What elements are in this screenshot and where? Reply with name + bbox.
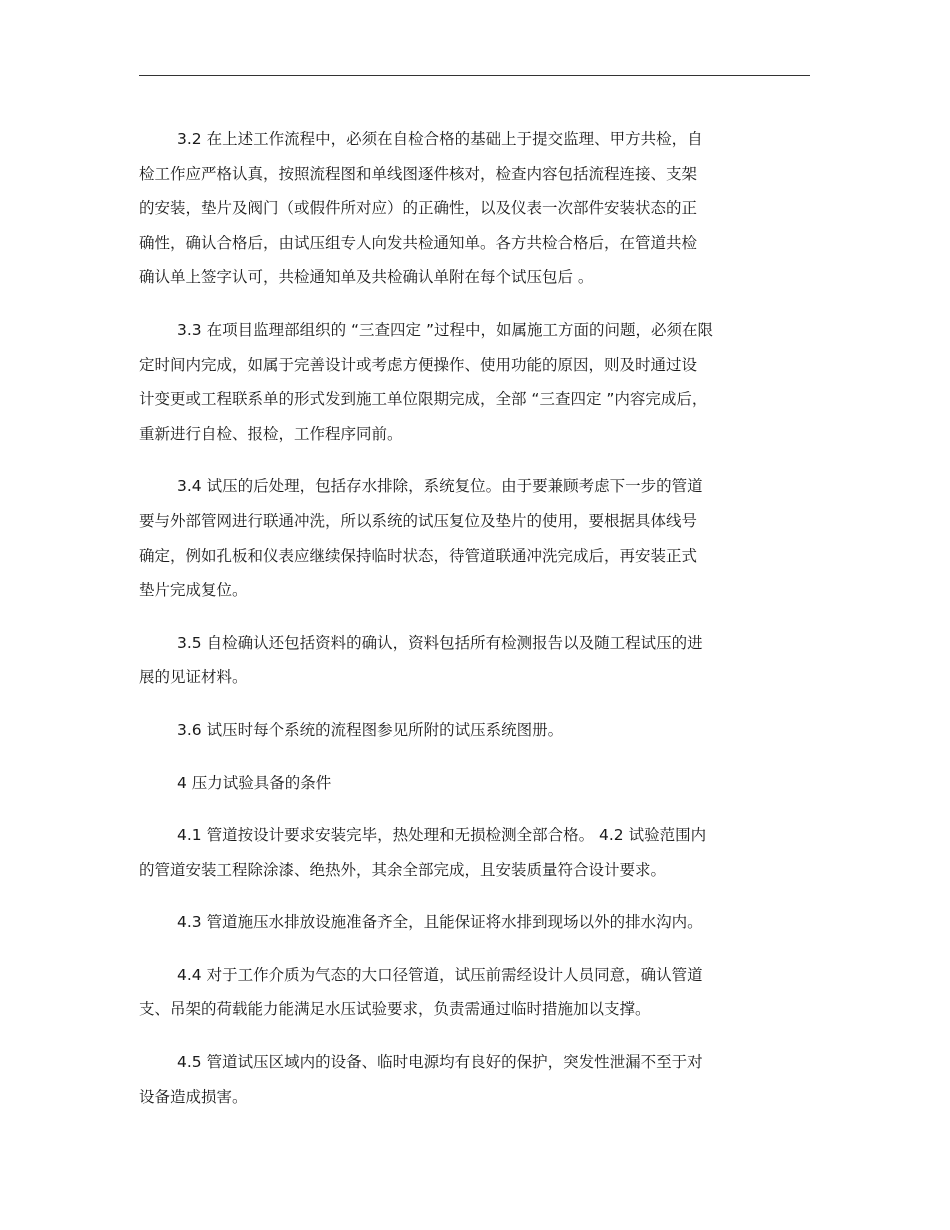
- paragraph-line: 4.3 管道施压水排放设施准备齐全，且能保证将水排到现场以外的排水沟内。: [177, 913, 703, 932]
- paragraph-line: 4.5 管道试压区域内的设备、临时电源均有良好的保护，突发性泄漏不至于对: [177, 1053, 703, 1072]
- paragraph-line: 要与外部管网进行联通冲洗，所以系统的试压复位及垫片的使用，要根据具体线号: [139, 511, 698, 530]
- paragraph-line: 确定，例如孔板和仪表应继续保持临时状态，待管道联通冲洗完成后，再安装正式: [139, 546, 698, 565]
- paragraph-line: 垫片完成复位。: [139, 581, 248, 600]
- paragraph-line: 定时间内完成，如属于完善设计或考虑方便操作、使用功能的原因，则及时通过设: [139, 355, 698, 374]
- document-body: [139, 122, 799, 1132]
- paragraph-line: 3.4 试压的后处理，包括存水排除，系统复位。由于要兼顾考虑下一步的管道: [177, 477, 703, 496]
- paragraph-3-5: [139, 626, 799, 695]
- section-heading: 4 压力试验具备的条件: [177, 773, 332, 792]
- paragraph-line: 4.1 管道按设计要求安装完毕，热处理和无损检测全部合格。 4.2 试验范围内: [177, 826, 707, 845]
- paragraph-line: 3.6 试压时每个系统的流程图参见所附的试压系统图册。: [177, 720, 564, 739]
- paragraph-line: 重新进行自检、报检，工作程序同前。: [139, 424, 403, 443]
- paragraph-line: 检工作应严格认真，按照流程图和单线图逐件核对，检查内容包括流程连接、支架: [139, 164, 698, 183]
- paragraph-line: 展的见证材料。: [139, 668, 248, 687]
- paragraph-line: 的管道安装工程除涂漆、绝热外，其余全部完成，且安装质量符合设计要求。: [139, 860, 667, 879]
- paragraph-4-3: [139, 905, 799, 940]
- paragraph-4-1: [139, 818, 799, 887]
- paragraph-line: 确认单上签字认可，共检通知单及共检确认单附在每个试压包后 。: [139, 268, 594, 287]
- header-rule: [139, 75, 810, 76]
- paragraph-3-2: [139, 122, 799, 295]
- paragraph-line: 3.2 在上述工作流程中，必须在自检合格的基础上于提交监理、甲方共检，自: [177, 130, 703, 148]
- paragraph-line: 的安装，垫片及阀门（或假件所对应）的正确性，以及仪表一次部件安装状态的正: [139, 199, 698, 218]
- paragraph-4-4: [139, 958, 799, 1027]
- paragraph-line: 计变更或工程联系单的形式发到施工单位限期完成，全部 “三查四定 ”内容完成后，: [139, 390, 708, 409]
- paragraph-line: 4.4 对于工作介质为气态的大口径管道，试压前需经设计人员同意，确认管道: [177, 965, 703, 984]
- paragraph-line: 3.5 自检确认还包括资料的确认，资料包括所有检测报告以及随工程试压的进: [177, 633, 703, 652]
- paragraph-line: 支、吊架的荷载能力能满足水压试验要求，负责需通过临时措施加以支撑。: [139, 1000, 651, 1019]
- paragraph-line: 设备造成损害。: [139, 1087, 248, 1106]
- paragraph-3-3: [139, 313, 799, 451]
- paragraph-line: 3.3 在项目监理部组织的 “三查四定 ”过程中，如属施工方面的问题，必须在限: [177, 320, 713, 339]
- paragraph-line: 确性，确认合格后，由试压组专人向发共检通知单。各方共检合格后，在管道共检: [139, 233, 698, 252]
- paragraph-4-5: [139, 1045, 799, 1114]
- paragraph-3-4: [139, 469, 799, 607]
- section-heading-4: [139, 766, 799, 801]
- paragraph-3-6: [139, 713, 799, 748]
